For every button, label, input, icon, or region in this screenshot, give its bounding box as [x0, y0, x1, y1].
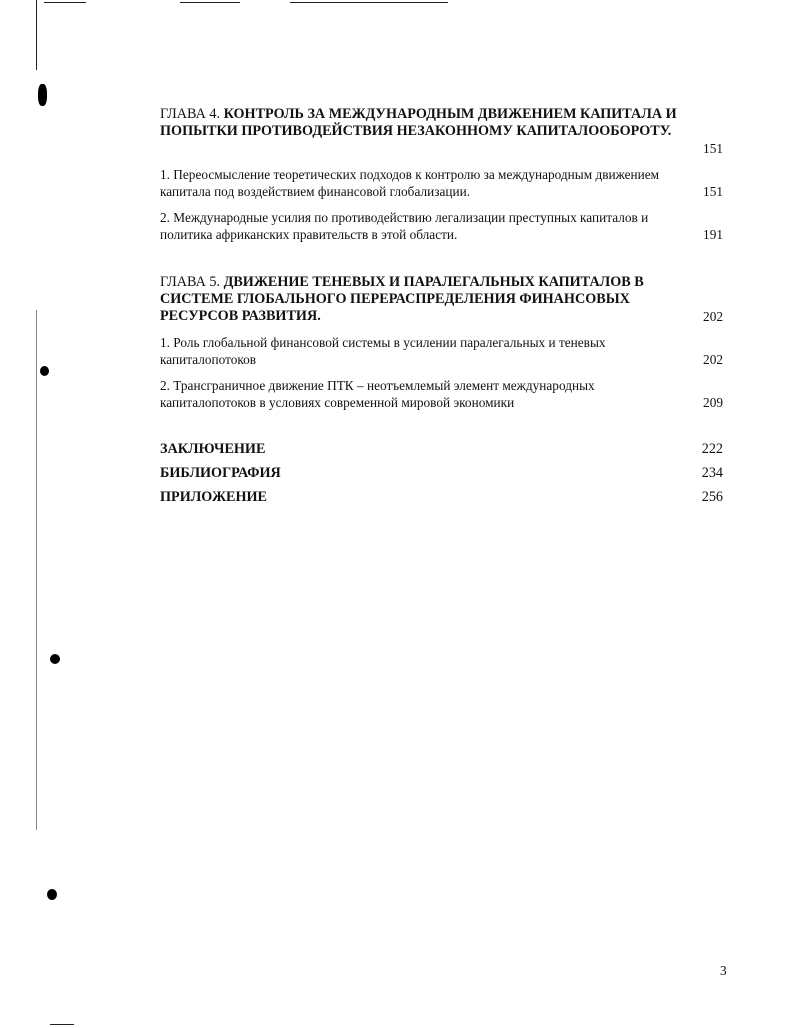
- scan-artifact-top-rule-1: [44, 2, 86, 3]
- chapter-5-block: [160, 274, 723, 411]
- toc-section-entry: [160, 209, 723, 243]
- final-entry-label: БИБЛИОГРАФИЯ: [160, 465, 281, 481]
- chapter-heading: [160, 106, 723, 140]
- chapter-page-number: 151: [703, 141, 723, 156]
- final-entry-page-number: 234: [701, 465, 723, 481]
- chapter-heading-row: [160, 274, 723, 325]
- final-entry-label: ЗАКЛЮЧЕНИЕ: [160, 441, 266, 457]
- section-title: 2. Международные усилия по противодействию легализации преступных капиталов и политика африканских правительств в этой области.: [160, 210, 649, 242]
- scan-artifact-top-rule-3: [290, 2, 448, 3]
- page-number: 3: [720, 963, 727, 978]
- scan-artifact-left-edge: [36, 310, 37, 830]
- toc-final-entry: [160, 489, 723, 513]
- chapter-4-block: [160, 106, 723, 243]
- punch-hole-mark-3: [50, 654, 60, 664]
- section-page-number: 151: [703, 184, 723, 199]
- scan-artifact-top-rule-2: [180, 2, 240, 3]
- chapter-number: ГЛАВА 4.: [160, 106, 224, 122]
- toc-section-entry: [160, 334, 723, 368]
- toc-final-entry: [160, 465, 723, 489]
- section-page-number: 191: [703, 227, 723, 242]
- final-entry-page-number: 222: [701, 441, 723, 457]
- final-entry-label: ПРИЛОЖЕНИЕ: [160, 489, 268, 505]
- punch-hole-mark-4: [47, 889, 57, 900]
- scan-artifact-bottom-rule: [50, 1024, 74, 1025]
- scan-artifact-left-edge-top: [36, 0, 37, 70]
- section-title: 1. Переосмысление теоретических подходов к контролю за международным движением капитала под воздействием финансовой глобализации.: [160, 167, 660, 199]
- chapter-title: ДВИЖЕНИЕ ТЕНЕВЫХ И ПАРАЛЕГАЛЬНЫХ КАПИТАЛОВ В СИСТЕМЕ ГЛОБАЛЬНОГО ПЕРЕРАСПРЕДЕЛЕНИЯ ФИНАНСОВЫХ РЕСУРСОВ РАЗВИТИЯ.: [160, 274, 644, 324]
- section-title: 1. Роль глобальной финансовой системы в усилении паралегальных и теневых капиталопотоков: [160, 335, 606, 367]
- punch-hole-mark-2: [40, 366, 49, 376]
- final-entry-page-number: 256: [701, 489, 723, 505]
- section-page-number: 202: [703, 352, 723, 367]
- chapter-title: КОНТРОЛЬ ЗА МЕЖДУНАРОДНЫМ ДВИЖЕНИЕМ КАПИТАЛА И ПОПЫТКИ ПРОТИВОДЕЙСТВИЯ НЕЗАКОННОМУ КАПИТАЛООБОРОТУ.: [160, 106, 677, 139]
- section-page-number: 209: [703, 395, 723, 410]
- chapter-page-number: 202: [703, 309, 723, 324]
- punch-hole-mark-1: [38, 84, 47, 106]
- section-title: 2. Трансграничное движение ПТК – неотъемлемый элемент международных капиталопотоков в условиях современной мировой экономики: [160, 378, 595, 410]
- toc-final-entries: [160, 441, 723, 513]
- toc-final-entry: [160, 441, 723, 465]
- chapter-number: ГЛАВА 5.: [160, 274, 224, 290]
- chapter-heading: [160, 274, 723, 325]
- toc-section-entry: [160, 166, 723, 200]
- toc-section-entry: [160, 377, 723, 411]
